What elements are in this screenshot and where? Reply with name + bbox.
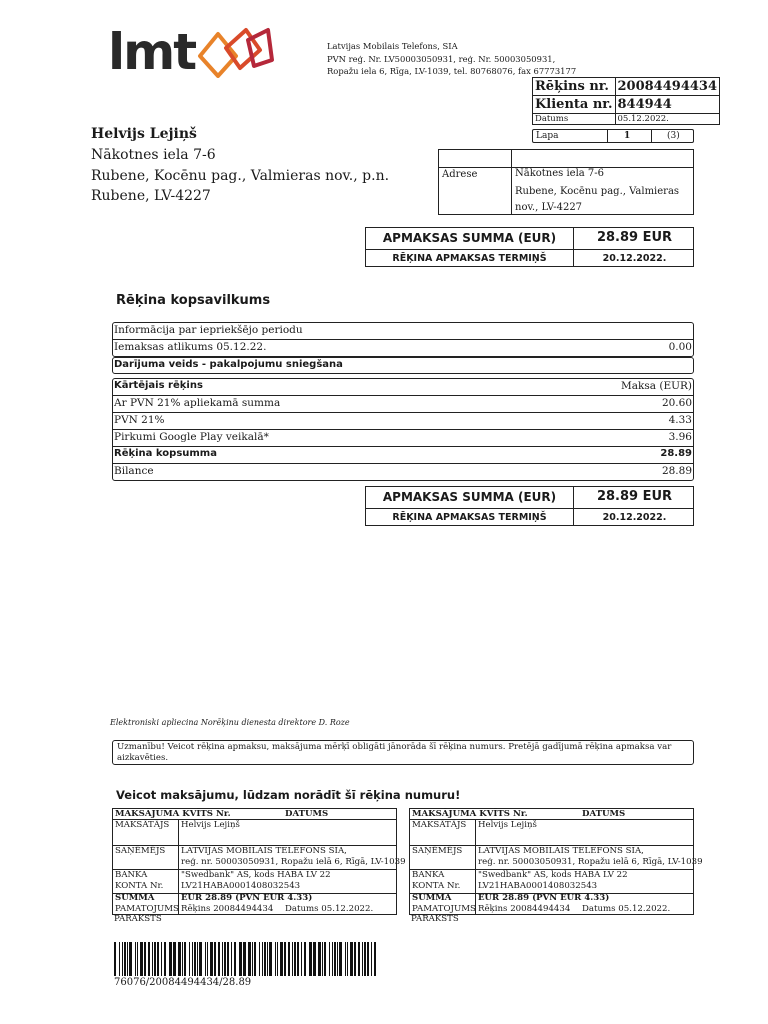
client-number: 844944 [615,96,720,114]
barcode-bar [205,942,206,976]
payment-summary-box [365,486,694,526]
bank-label: BANKA [412,870,445,880]
summary-row-value: 28.89 [661,465,692,477]
barcode-bar [227,942,229,976]
summary-row-label: Ar PVN 21% apliekamā summa [114,397,281,409]
barcode-bar [262,942,263,976]
summary-row [112,395,694,412]
address-label: Adrese [442,169,478,180]
summary-row-label: Informācija par iepriekšējo periodu [114,324,303,336]
barcode-bar [334,942,336,976]
receipt-number-label: MAKSĀJUMA KVĪTS Nr. [115,809,231,819]
sign-label: PARAKSTS [114,914,162,924]
recipient-line: reģ. nr. 50003050931, Ropažu ielā 6, Rīgā, LV-1039 [478,857,703,867]
barcode-bar [259,942,260,976]
barcode-bar [164,942,166,976]
address-line: Nākotnes iela 7-6 [515,168,605,179]
barcode-bar [182,942,183,976]
sign-label: PARAKSTS [411,914,459,924]
barcode-bar [129,942,132,976]
basis-date: Datums 05.12.2022. [582,904,671,914]
barcode-bar [224,942,226,976]
barcode-bar [284,942,286,976]
summary-row-value: 20.60 [661,397,692,409]
logo-mark-icon [196,26,276,78]
barcode-bar [332,942,333,976]
summary-row [112,339,694,356]
summary-row-label: Kārtējais rēķins [114,380,203,391]
barcode-bar [210,942,213,976]
barcode-bar [294,942,296,976]
company-info [327,40,576,78]
payer-label: MAKSĀTĀJS [115,820,170,830]
address-line: Rubene, Kocēnu pag., Valmieras nov., LV-4227 [515,186,680,213]
summary-row [112,412,694,429]
barcode-bar [337,942,338,976]
barcode-bar [154,942,156,976]
barcode-bar [313,942,316,976]
receipt-number-label: MAKSĀJUMA KVĪTS Nr. [412,809,528,819]
barcode-bar [137,942,138,976]
payment-amount-label: APMAKSAS SUMMA (EUR) [382,231,557,245]
basis-value: Rēķins 20084494434 [181,904,274,914]
barcode-bar [194,942,196,976]
barcode-bar [192,942,193,976]
customer-address-line: Rubene, LV-4227 [91,188,211,204]
barcode-bar [119,942,120,976]
date-label: Datums [533,114,616,125]
payment-due-label: RĒĶINA APMAKSAS TERMIŅŠ [392,512,547,523]
barcode-bar [218,942,220,976]
summary-row [112,357,694,374]
barcode-bar [269,942,272,976]
barcode-bar [135,942,136,976]
sum-value: EUR 28.89 (PVN EUR 4.33) [478,893,610,903]
barcode-bar [280,942,283,976]
barcode-bar [122,942,123,976]
barcode-bar [114,942,116,976]
barcode-bar [367,942,369,976]
basis-value: Rēķins 20084494434 [478,904,571,914]
lmt-logo [108,24,268,80]
bank-name: "Swedbank" AS, kods HABA LV 22 [181,870,331,880]
barcode-bar [207,942,208,976]
summary-row [112,429,694,446]
barcode-bar [252,942,253,976]
barcode-bar [288,942,290,976]
recipient-line: LATVIJAS MOBILAIS TELEFONS SIA, [181,846,347,856]
customer-address-line: Nākotnes iela 7-6 [91,147,216,163]
payment-receipt [409,808,703,915]
barcode-bar [264,942,266,976]
basis-label: PAMATOJUMS [115,904,179,914]
payment-warning: Uzmanību! Veicot rēķina apmaksu, maksājuma mērķī obligāti jānorāda šī rēķina numurs. Pretējā gadījumā rēķina apmaksa var aizkavēties. [112,740,694,765]
payment-due-date: 20.12.2022. [602,512,667,523]
summary-total-value: 28.89 [660,448,692,459]
barcode-bar [157,942,159,976]
barcode [114,942,381,976]
barcode-bar [277,942,278,976]
signature-note: Elektroniski apliecina Norēķinu dienesta direktore D. Roze [110,718,350,727]
barcode-bar [297,942,299,976]
barcode-bar [318,942,321,976]
summary-row [112,322,694,339]
recipient-label: SAŅĒMĒJS [412,846,463,856]
payment-due-label: RĒĶINA APMAKSAS TERMIŅŠ [392,253,547,264]
barcode-number: 76076/20084494434/28.89 [114,977,252,988]
payer-name: Helvijs Lejiņš [181,820,240,830]
barcode-bar [144,942,146,976]
barcode-bar [292,942,293,976]
receipt-date-label: DATUMS [285,809,329,819]
barcode-bar [140,942,143,976]
barcode-bar [345,942,346,976]
barcode-bar [371,942,372,976]
basis-date: Datums 05.12.2022. [285,904,374,914]
payment-due-date: 20.12.2022. [602,253,667,264]
invoice-number: 20084494434 [615,78,720,96]
client-number-label: Klienta nr. [533,96,616,114]
summary-title: Rēķina kopsavilkums [116,293,271,308]
summary-row-label: Iemaksas atlikums 05.12.22. [114,341,267,353]
barcode-bar [358,942,360,976]
recipient-line: LATVIJAS MOBILAIS TELEFONS SIA, [478,846,644,856]
barcode-bar [189,942,190,976]
barcode-bar [374,942,376,976]
customer-name: Helvijs Lejiņš [91,126,197,142]
sum-label: SUMMA [115,893,155,903]
recipient-label: SAŅĒMĒJS [115,846,166,856]
barcode-bar [304,942,306,976]
barcode-bar [152,942,153,976]
account-label: KONTA Nr. [115,881,164,891]
basis-label: PAMATOJUMS [412,904,476,914]
barcode-bar [127,942,128,976]
barcode-bar [124,942,126,976]
company-line: Ropažu iela 6, Rīga, LV-1039, tel. 80768076, fax 67773177 [327,66,577,76]
barcode-bar [234,942,236,976]
invoice-info-table [532,77,720,125]
summary-row-value: 0.00 [668,341,692,353]
barcode-bar [362,942,363,976]
barcode-bar [267,942,268,976]
barcode-bar [354,942,356,976]
barcode-bar [169,942,172,976]
page-total: (3) [667,131,680,141]
summary-row-label: PVN 21% [114,414,165,426]
barcode-bar [329,942,330,976]
barcode-bar [254,942,256,976]
account-label: KONTA Nr. [412,881,461,891]
barcode-bar [231,942,232,976]
barcode-bar [161,942,162,976]
payment-instruction-title: Veicot maksājumu, lūdzam norādīt šī rēķina numuru! [116,788,461,802]
account-number: LV21HABA0001408032543 [181,881,301,891]
barcode-bar [243,942,246,976]
address-box [438,149,694,215]
summary-total-label: Rēķina kopsumma [114,448,217,459]
payment-receipt [112,808,406,915]
sum-value: EUR 28.89 (PVN EUR 4.33) [181,893,313,903]
company-line: Latvijas Mobilais Telefons, SIA [327,41,458,51]
payer-label: MAKSĀTĀJS [412,820,467,830]
bank-label: BANKA [115,870,148,880]
page-label: Lapa [536,131,559,141]
summary-row-label: Bilance [114,465,154,477]
barcode-bar [347,942,348,976]
barcode-bar [364,942,366,976]
barcode-bar [339,942,342,976]
bank-name: "Swedbank" AS, kods HABA LV 22 [478,870,628,880]
barcode-bar [184,942,186,976]
barcode-bar [301,942,302,976]
customer-address-line: Rubene, Kocēnu pag., Valmieras nov., p.n. [91,168,390,184]
summary-row-value: 3.96 [668,431,692,443]
summary-col-header: Maksa (EUR) [621,380,692,392]
account-number: LV21HABA0001408032543 [478,881,598,891]
payment-amount: 28.89 EUR [596,489,673,504]
barcode-bar [148,942,150,976]
barcode-bar [248,942,251,976]
summary-row [112,463,694,480]
sum-label: SUMMA [412,893,452,903]
summary-row [112,446,694,463]
payment-amount-label: APMAKSAS SUMMA (EUR) [382,490,557,504]
barcode-bar [275,942,276,976]
barcode-bar [309,942,312,976]
barcode-bar [199,942,202,976]
page-indicator [532,129,694,143]
barcode-bar [350,942,353,976]
barcode-bar [322,942,323,976]
company-line: PVN reģ. Nr. LV50003050931, reģ. Nr. 50003050931, [327,53,556,64]
invoice-number-label: Rēķins nr. [533,78,616,96]
barcode-bar [173,942,176,976]
barcode-bar [222,942,223,976]
payer-name: Helvijs Lejiņš [478,820,537,830]
page-number: 1 [624,131,631,141]
payment-amount: 28.89 EUR [596,230,673,245]
barcode-bar [324,942,326,976]
summary-row-label: Pirkumi Google Play veikalā* [114,431,269,443]
barcode-bar [239,942,242,976]
invoice-date: 05.12.2022. [615,114,720,125]
payment-summary-box [365,227,694,267]
recipient-line: reģ. nr. 50003050931, Ropažu ielā 6, Rīgā, LV-1039 [181,857,406,867]
logo-text: lmt [108,23,196,81]
summary-row-label: Darījuma veids - pakalpojumu sniegšana [114,359,343,370]
receipt-date-label: DATUMS [582,809,626,819]
barcode-bar [178,942,181,976]
summary-row [112,378,694,395]
barcode-bar [214,942,216,976]
barcode-bar [197,942,198,976]
summary-row-value: 4.33 [668,414,692,426]
